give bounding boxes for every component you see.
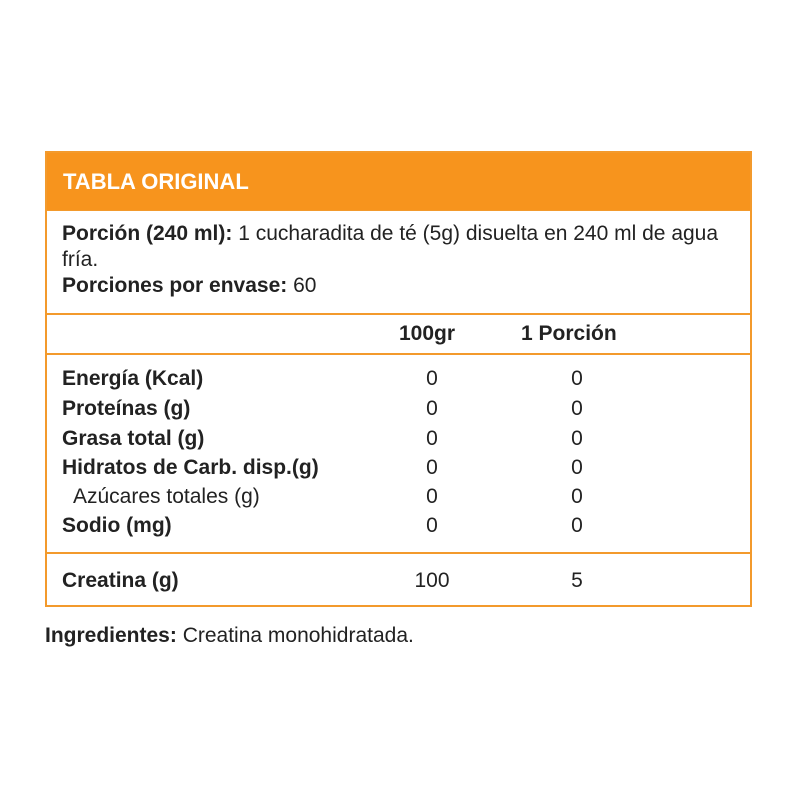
value-portion: 0 — [571, 367, 583, 390]
table-row — [47, 397, 750, 427]
table-row — [47, 485, 750, 515]
table-row — [47, 514, 750, 544]
table-row — [47, 456, 750, 486]
nutrient-name: Sodio (mg) — [62, 514, 172, 537]
portion-text: 1 cucharadita de té (5g) disuelta en 240 ml de agua fría. — [62, 222, 719, 271]
table-title: TABLA ORIGINAL — [47, 153, 750, 210]
value-100gr: 0 — [426, 514, 438, 537]
nutrient-name: Energía (Kcal) — [62, 367, 204, 390]
nutrient-name: Azúcares totales (g) — [73, 485, 260, 508]
value-100gr: 0 — [426, 485, 438, 508]
nutrient-name: Creatina (g) — [62, 569, 179, 592]
value-portion: 0 — [571, 397, 583, 420]
value-portion: 0 — [571, 456, 583, 479]
nutrients-section — [47, 353, 750, 552]
value-100gr: 0 — [426, 397, 438, 420]
nutrition-table — [45, 151, 752, 607]
nutrient-name: Proteínas (g) — [62, 397, 191, 420]
serving-info — [47, 210, 750, 313]
value-100gr: 0 — [426, 456, 438, 479]
value-100gr: 100 — [414, 569, 450, 592]
value-portion: 0 — [571, 485, 583, 508]
ingredients-text: Creatina monohidratada. — [176, 624, 414, 647]
value-100gr: 0 — [426, 427, 438, 450]
column-header-portion: 1 Porción — [521, 322, 617, 345]
nutrient-name: Grasa total (g) — [62, 427, 205, 450]
ingredients-line — [45, 624, 414, 648]
table-row — [47, 367, 750, 397]
column-headers — [47, 313, 750, 353]
table-row — [47, 569, 750, 599]
servings-value: 60 — [287, 274, 317, 297]
portion-label: Porción (240 ml): — [62, 222, 233, 245]
creatina-section — [47, 552, 750, 609]
column-header-100gr: 100gr — [399, 322, 456, 345]
value-portion: 5 — [571, 569, 583, 592]
ingredients-label: Ingredientes: — [45, 624, 177, 647]
value-portion: 0 — [571, 514, 583, 537]
table-row — [47, 427, 750, 457]
nutrient-name: Hidratos de Carb. disp.(g) — [62, 456, 319, 479]
value-100gr: 0 — [426, 367, 438, 390]
value-portion: 0 — [571, 427, 583, 450]
servings-label: Porciones por envase: — [62, 274, 288, 297]
